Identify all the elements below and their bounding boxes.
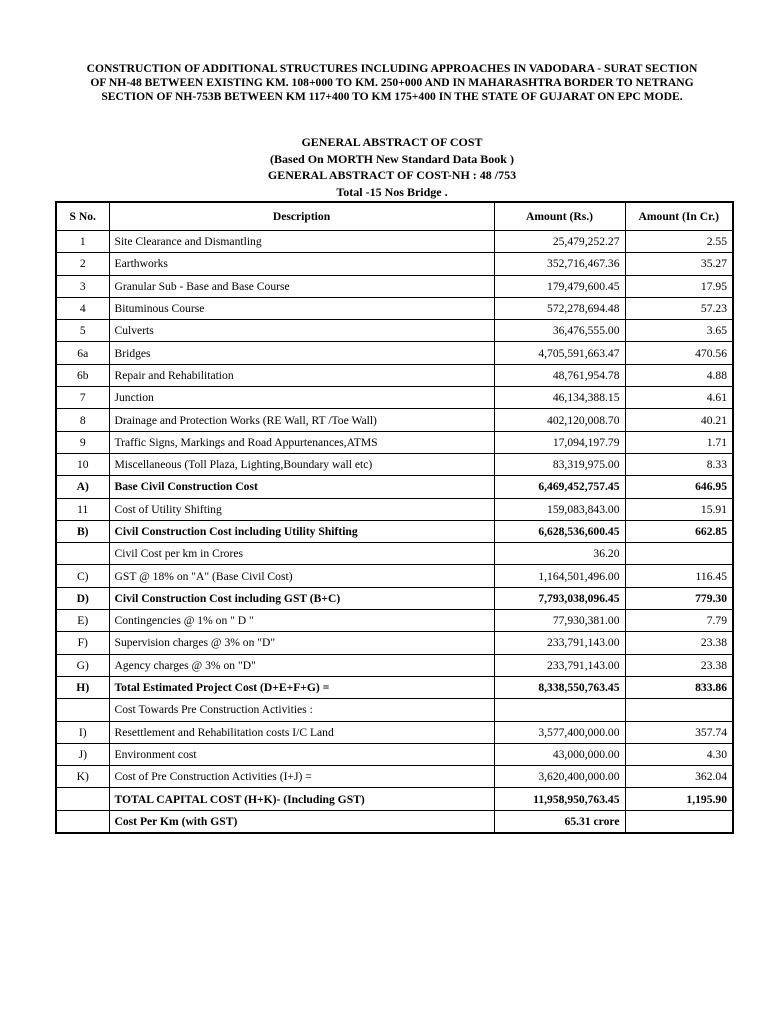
table-row	[56, 431, 733, 453]
cell-description: Bridges	[109, 342, 494, 364]
cell-amount-cr: 357.74	[625, 721, 733, 743]
abstract-total-bridges: Total -15 Nos Bridge .	[336, 184, 448, 199]
cell-description: Cost Towards Pre Construction Activities :	[109, 699, 494, 721]
cell-amount-cr: 646.95	[625, 476, 733, 498]
cell-sno: 1	[56, 231, 109, 253]
cell-amount-cr: 15.91	[625, 498, 733, 520]
table-row	[56, 654, 733, 676]
cell-amount-rs: 3,577,400,000.00	[494, 721, 625, 743]
cell-amount-rs: 6,469,452,757.45	[494, 476, 625, 498]
cell-amount-cr: 8.33	[625, 453, 733, 475]
cell-amount-cr: 23.38	[625, 632, 733, 654]
cell-description: Site Clearance and Dismantling	[109, 231, 494, 253]
cell-amount-rs: 233,791,143.00	[494, 632, 625, 654]
cell-sno	[56, 810, 109, 833]
table-row	[56, 364, 733, 386]
header-amount-cr: Amount (In Cr.)	[625, 202, 733, 231]
cell-description: Resettlement and Rehabilitation costs I/C Land	[109, 721, 494, 743]
cell-description: Agency charges @ 3% on "D"	[109, 654, 494, 676]
cell-amount-cr: 35.27	[625, 253, 733, 275]
cell-amount-rs: 83,319,975.00	[494, 453, 625, 475]
cell-description: Traffic Signs, Markings and Road Appurtenances,ATMS	[109, 431, 494, 453]
cell-amount-rs: 233,791,143.00	[494, 654, 625, 676]
cell-sno: 2	[56, 253, 109, 275]
table-row	[56, 231, 733, 253]
cell-sno	[56, 699, 109, 721]
table-row	[56, 565, 733, 587]
table-row	[56, 543, 733, 565]
cell-sno: G)	[56, 654, 109, 676]
table-row	[56, 342, 733, 364]
cell-sno: C)	[56, 565, 109, 587]
cell-description: Civil Cost per km in Crores	[109, 543, 494, 565]
cell-amount-cr: 3.65	[625, 320, 733, 342]
cell-sno: K)	[56, 766, 109, 788]
cell-sno: D)	[56, 587, 109, 609]
abstract-subtitles	[40, 134, 744, 200]
cell-description: Miscellaneous (Toll Plaza, Lighting,Boundary wall etc)	[109, 453, 494, 475]
cell-amount-cr: 17.95	[625, 275, 733, 297]
cell-amount-cr: 4.30	[625, 743, 733, 765]
cell-description: Civil Construction Cost including GST (B+C)	[109, 587, 494, 609]
cell-amount-rs: 352,716,467.36	[494, 253, 625, 275]
cell-amount-cr: 7.79	[625, 610, 733, 632]
table-row	[56, 721, 733, 743]
cell-amount-cr: 23.38	[625, 654, 733, 676]
table-row	[56, 387, 733, 409]
cell-amount-rs: 77,930,381.00	[494, 610, 625, 632]
cell-amount-rs: 65.31 crore	[494, 810, 625, 833]
table-row	[56, 587, 733, 609]
cell-amount-rs: 159,083,843.00	[494, 498, 625, 520]
cell-amount-rs: 36,476,555.00	[494, 320, 625, 342]
table-header-row	[56, 202, 733, 231]
table-row	[56, 520, 733, 542]
table-row	[56, 632, 733, 654]
cell-sno: 3	[56, 275, 109, 297]
heading-line-1: CONSTRUCTION OF ADDITIONAL STRUCTURES INCLUDING APPROACHES IN VADODARA - SURAT SECTION	[86, 62, 698, 75]
cell-amount-cr: 2.55	[625, 231, 733, 253]
table-row	[56, 788, 733, 810]
table-row	[56, 498, 733, 520]
cell-description: Environment cost	[109, 743, 494, 765]
project-heading	[40, 62, 744, 104]
header-amount-rs: Amount (Rs.)	[494, 202, 625, 231]
cell-sno: I)	[56, 721, 109, 743]
cell-sno: H)	[56, 676, 109, 698]
cell-description: Granular Sub - Base and Base Course	[109, 275, 494, 297]
cell-sno: 6a	[56, 342, 109, 364]
abstract-title: GENERAL ABSTRACT OF COST	[301, 135, 483, 149]
cell-description: Earthworks	[109, 253, 494, 275]
cell-description: TOTAL CAPITAL COST (H+K)- (Including GST)	[109, 788, 494, 810]
cost-abstract-table	[55, 201, 734, 834]
cell-amount-cr: 4.88	[625, 364, 733, 386]
cell-amount-cr: 1,195.90	[625, 788, 733, 810]
cell-amount-rs: 4,705,591,663.47	[494, 342, 625, 364]
heading-line-2: OF NH-48 BETWEEN EXISTING KM. 108+000 TO KM. 250+000 AND IN MAHARASHTRA BORDER TO NETRANG	[90, 76, 694, 89]
table-row	[56, 453, 733, 475]
cell-amount-rs: 179,479,600.45	[494, 275, 625, 297]
cell-description: Base Civil Construction Cost	[109, 476, 494, 498]
table-row	[56, 610, 733, 632]
table-body	[56, 231, 733, 834]
cell-description: GST @ 18% on "A" (Base Civil Cost)	[109, 565, 494, 587]
cell-description: Bituminous Course	[109, 297, 494, 319]
cell-amount-cr: 833.86	[625, 676, 733, 698]
cell-amount-cr	[625, 810, 733, 833]
cell-amount-cr: 470.56	[625, 342, 733, 364]
cell-amount-rs: 46,134,388.15	[494, 387, 625, 409]
cell-sno: A)	[56, 476, 109, 498]
cell-amount-rs: 7,793,038,096.45	[494, 587, 625, 609]
cell-sno: 7	[56, 387, 109, 409]
cell-amount-cr: 116.45	[625, 565, 733, 587]
cell-sno: J)	[56, 743, 109, 765]
cell-amount-cr: 1.71	[625, 431, 733, 453]
header-description: Description	[109, 202, 494, 231]
cell-description: Contingencies @ 1% on " D "	[109, 610, 494, 632]
cell-sno: 9	[56, 431, 109, 453]
cell-sno: F)	[56, 632, 109, 654]
table-row	[56, 699, 733, 721]
cell-amount-rs: 17,094,197.79	[494, 431, 625, 453]
cell-amount-rs: 3,620,400,000.00	[494, 766, 625, 788]
cell-amount-rs: 6,628,536,600.45	[494, 520, 625, 542]
cell-sno: E)	[56, 610, 109, 632]
abstract-basis: (Based On MORTH New Standard Data Book )	[270, 151, 514, 166]
table-row	[56, 253, 733, 275]
cell-sno	[56, 788, 109, 810]
cell-amount-rs: 25,479,252.27	[494, 231, 625, 253]
table-row	[56, 320, 733, 342]
table-row	[56, 766, 733, 788]
cell-description: Cost Per Km (with GST)	[109, 810, 494, 833]
cell-amount-rs	[494, 699, 625, 721]
table-row	[56, 409, 733, 431]
cell-description: Culverts	[109, 320, 494, 342]
cell-amount-rs: 1,164,501,496.00	[494, 565, 625, 587]
cell-amount-rs: 8,338,550,763.45	[494, 676, 625, 698]
cell-description: Drainage and Protection Works (RE Wall, RT /Toe Wall)	[109, 409, 494, 431]
cell-amount-rs: 43,000,000.00	[494, 743, 625, 765]
cell-amount-cr: 662.85	[625, 520, 733, 542]
cell-sno: 11	[56, 498, 109, 520]
abstract-nh: GENERAL ABSTRACT OF COST-NH : 48 /753	[267, 168, 517, 182]
cell-sno: 8	[56, 409, 109, 431]
table-row	[56, 297, 733, 319]
cell-description: Supervision charges @ 3% on "D"	[109, 632, 494, 654]
cell-amount-rs: 402,120,008.70	[494, 409, 625, 431]
header-sno: S No.	[56, 202, 109, 231]
table-row	[56, 743, 733, 765]
cell-description: Civil Construction Cost including Utility Shifting	[109, 520, 494, 542]
cell-description: Junction	[109, 387, 494, 409]
cell-amount-rs: 572,278,694.48	[494, 297, 625, 319]
cell-amount-cr	[625, 543, 733, 565]
table-row	[56, 275, 733, 297]
cell-sno	[56, 543, 109, 565]
cell-sno: 4	[56, 297, 109, 319]
cell-amount-cr	[625, 699, 733, 721]
cell-description: Repair and Rehabilitation	[109, 364, 494, 386]
cell-amount-cr: 362.04	[625, 766, 733, 788]
table-row	[56, 476, 733, 498]
table-row	[56, 676, 733, 698]
cell-sno: B)	[56, 520, 109, 542]
cell-description: Total Estimated Project Cost (D+E+F+G) =	[109, 676, 494, 698]
table-row	[56, 810, 733, 833]
cell-amount-cr: 4.61	[625, 387, 733, 409]
cell-sno: 5	[56, 320, 109, 342]
cell-amount-rs: 11,958,950,763.45	[494, 788, 625, 810]
cell-amount-cr: 779.30	[625, 587, 733, 609]
cell-sno: 10	[56, 453, 109, 475]
cell-amount-cr: 40.21	[625, 409, 733, 431]
cell-description: Cost of Pre Construction Activities (I+J) =	[109, 766, 494, 788]
heading-line-3: SECTION OF NH-753B BETWEEN KM 117+400 TO KM 175+400 IN THE STATE OF GUJARAT ON EPC MODE.	[101, 90, 683, 103]
cell-amount-cr: 57.23	[625, 297, 733, 319]
cell-amount-rs: 36.20	[494, 543, 625, 565]
cell-sno: 6b	[56, 364, 109, 386]
cell-amount-rs: 48,761,954.78	[494, 364, 625, 386]
cell-description: Cost of Utility Shifting	[109, 498, 494, 520]
